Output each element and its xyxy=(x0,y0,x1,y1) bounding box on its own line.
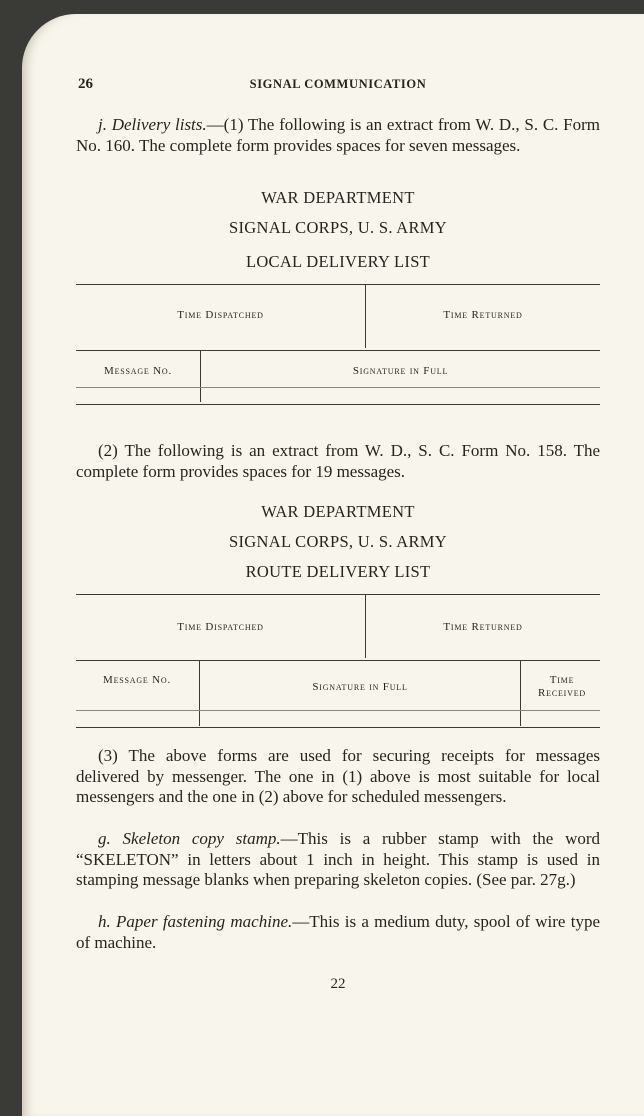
form1-time-returned: Time Returned xyxy=(443,309,523,321)
form2-time-returned: Time Returned xyxy=(443,621,523,633)
form2-title: ROUTE DELIVERY LIST xyxy=(245,562,431,581)
running-title: SIGNAL COMMUNICATION xyxy=(249,77,427,91)
form1-message-no: Message No. xyxy=(103,365,173,377)
form1-time-dispatched: Time Dispatched xyxy=(177,309,264,321)
paragraph-g-label: g. Skeleton copy stamp. xyxy=(98,829,281,848)
form1-heading1: WAR DEPARTMENT xyxy=(261,188,415,207)
form2-heading2: SIGNAL CORPS, U. S. ARMY xyxy=(229,532,447,551)
paragraph-h-label: h. Paper fastening machine. xyxy=(98,912,293,931)
form1-signature: Signature in Full xyxy=(352,365,449,377)
paragraph-j-label: j. Delivery lists. xyxy=(98,115,207,134)
paragraph-2 xyxy=(76,441,600,482)
form2-heading1: WAR DEPARTMENT xyxy=(261,502,415,521)
paragraph-g xyxy=(76,829,600,891)
form2-message-no: Message No. xyxy=(102,674,172,686)
form1-heading2: SIGNAL CORPS, U. S. ARMY xyxy=(229,218,447,237)
paragraph-h-text: —This is a medium duty, spool of wire type of machine. xyxy=(76,912,600,952)
form2-time-received: Time Received xyxy=(538,674,586,699)
book-page xyxy=(22,14,644,1116)
form1-title: LOCAL DELIVERY LIST xyxy=(245,252,431,271)
page-number: 26 xyxy=(78,76,93,92)
page-folio: 22 xyxy=(330,976,346,992)
paragraph-g-text: —This is a rubber stamp with the word “SKELETON” in letters about 1 inch in height. This stamp is used in stamping message blanks when preparing skeleton copies. (See par. 27g.) xyxy=(76,829,601,890)
paragraph-j xyxy=(76,115,600,156)
paragraph-j-text: —(1) The following is an extract from W. D., S. C. Form No. 160. The complete form provides spaces for seven messages. xyxy=(76,115,600,155)
paragraph-3-text: (3) The above forms are used for securing receipts for messages delivered by messenger. The one in (1) above is most suitable for local messengers and the one in (2) above for scheduled messengers. xyxy=(76,746,600,807)
paragraph-2-text: (2) The following is an extract from W. D., S. C. Form No. 158. The complete form provides spaces for 19 messages. xyxy=(76,441,600,481)
paragraph-3 xyxy=(76,746,600,808)
route-delivery-form xyxy=(76,594,600,734)
form2-time-dispatched: Time Dispatched xyxy=(177,621,264,633)
form2-signature: Signature in Full xyxy=(312,681,408,693)
paragraph-h xyxy=(76,912,600,953)
page-header xyxy=(76,76,600,96)
local-delivery-form xyxy=(76,284,600,424)
